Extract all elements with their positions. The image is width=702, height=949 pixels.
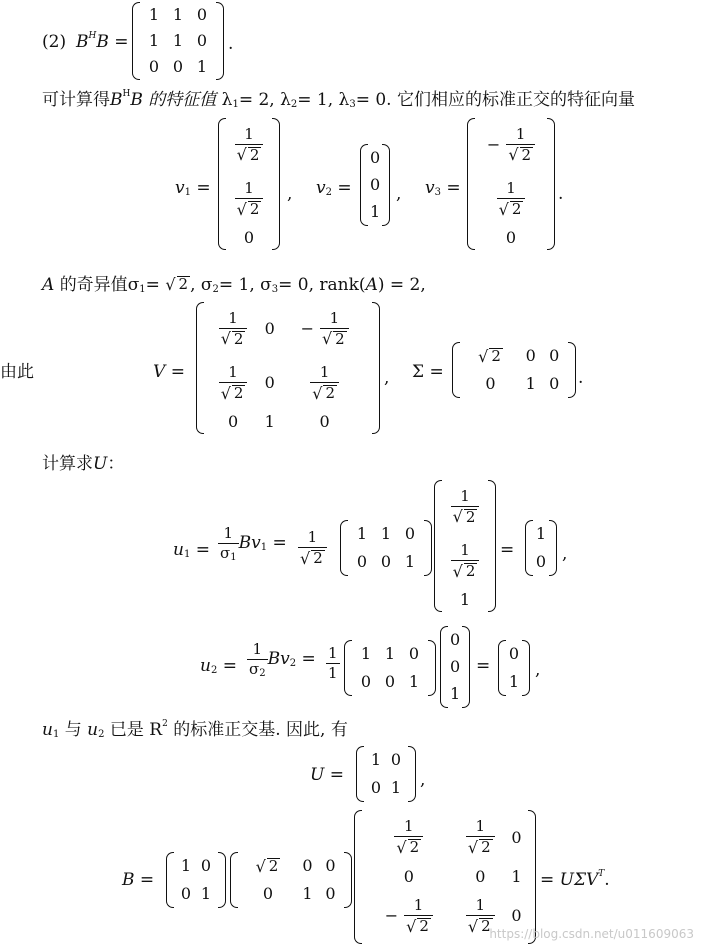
- sigma-matrix: √ 2 0 0 0 1 0: [452, 342, 576, 398]
- u1-coef: $\frac{1}{\sigma 1}$ Bv1 =: [220, 524, 287, 563]
- u2-coef: $\frac{1}{\sigma 2}$ Bv2 =: [249, 640, 316, 679]
- comma: ,: [562, 544, 568, 564]
- u2-result: 0 1: [498, 640, 530, 696]
- part-label: (2): [42, 32, 67, 52]
- comma: ,: [287, 184, 293, 204]
- v3-vector: − 1 √ 2 1 √ 2 0: [467, 118, 555, 250]
- bhb-matrix: 1 1 0 1 1 0 0 0 1: [132, 2, 224, 80]
- v3-label: v3 =: [425, 178, 461, 198]
- watermark: https://blog.csdn.net/u011609063: [489, 927, 694, 941]
- compute-u-heading: 计算求U：: [42, 454, 125, 474]
- b-label: B =: [122, 870, 155, 890]
- comma: ,: [384, 368, 390, 388]
- u1-b-matrix: 1 1 0 0 0 1: [340, 520, 432, 576]
- v1-label: v1 =: [175, 178, 211, 198]
- comma: ,: [535, 660, 541, 680]
- v-matrix: 1 √ 2 0 − 1 √ 2 1 √ 2 0 1 √ 2 0 1 0: [196, 302, 380, 434]
- u-label: U =: [310, 765, 344, 785]
- u2-scalar: $\frac{1}{1}$: [328, 644, 338, 682]
- u1-v-vector: 1 √ 2 1 √ 2 1: [434, 480, 496, 612]
- final-sigma-matrix: √ 2 0 0 0 1 0: [230, 852, 352, 908]
- period: .: [578, 368, 584, 388]
- v1-vector: 1 √ 2 1 √ 2 0: [218, 118, 280, 250]
- u-matrix: 1 0 0 1: [356, 746, 416, 802]
- u1-result: 1 0: [525, 520, 557, 576]
- basis-sentence: u1 与 u2 已是 $R^2$ 的标准正交基. 因此, 有: [42, 719, 348, 740]
- u2-b-matrix: 1 1 0 0 0 1: [344, 640, 436, 696]
- comma: ,: [396, 184, 402, 204]
- singular-values: A 的奇异值σ1= √ 2 , σ2= 1, σ3= 0, rank(A) = 2,: [42, 274, 426, 295]
- equals: =: [500, 540, 515, 560]
- therefore-label: 由此: [0, 362, 34, 382]
- u1-scalar: 1 √ 2: [298, 530, 327, 567]
- eigen-intro: 可计算得$B^HB$ 的特征值 λ1= 2, λ2= 1, λ3= 0. 它们相应的标准正交的特征向量: [42, 89, 635, 110]
- u1-label: u1 =: [173, 540, 210, 560]
- final-u-matrix: 1 0 0 1: [166, 852, 226, 908]
- equals: =: [476, 656, 491, 676]
- sigma-label: Σ =: [412, 362, 444, 382]
- v2-vector: 0 0 1: [360, 144, 390, 226]
- u2-label: u2 =: [200, 656, 237, 676]
- final-vt-matrix: 1 √ 2 1 √ 2 0 0 0 1 − 1 √ 2 1 √ 2 0: [354, 810, 536, 944]
- period: .: [228, 34, 234, 54]
- u2-v-vector: 0 0 1: [440, 626, 470, 708]
- bh-symbol: $B^HB$ =: [76, 31, 129, 52]
- comma: ,: [420, 770, 426, 790]
- usvt-result: = $U\Sigma V^T$.: [540, 869, 610, 890]
- v2-label: v2 =: [316, 178, 352, 198]
- period: .: [558, 184, 564, 204]
- v-label: V =: [153, 362, 185, 382]
